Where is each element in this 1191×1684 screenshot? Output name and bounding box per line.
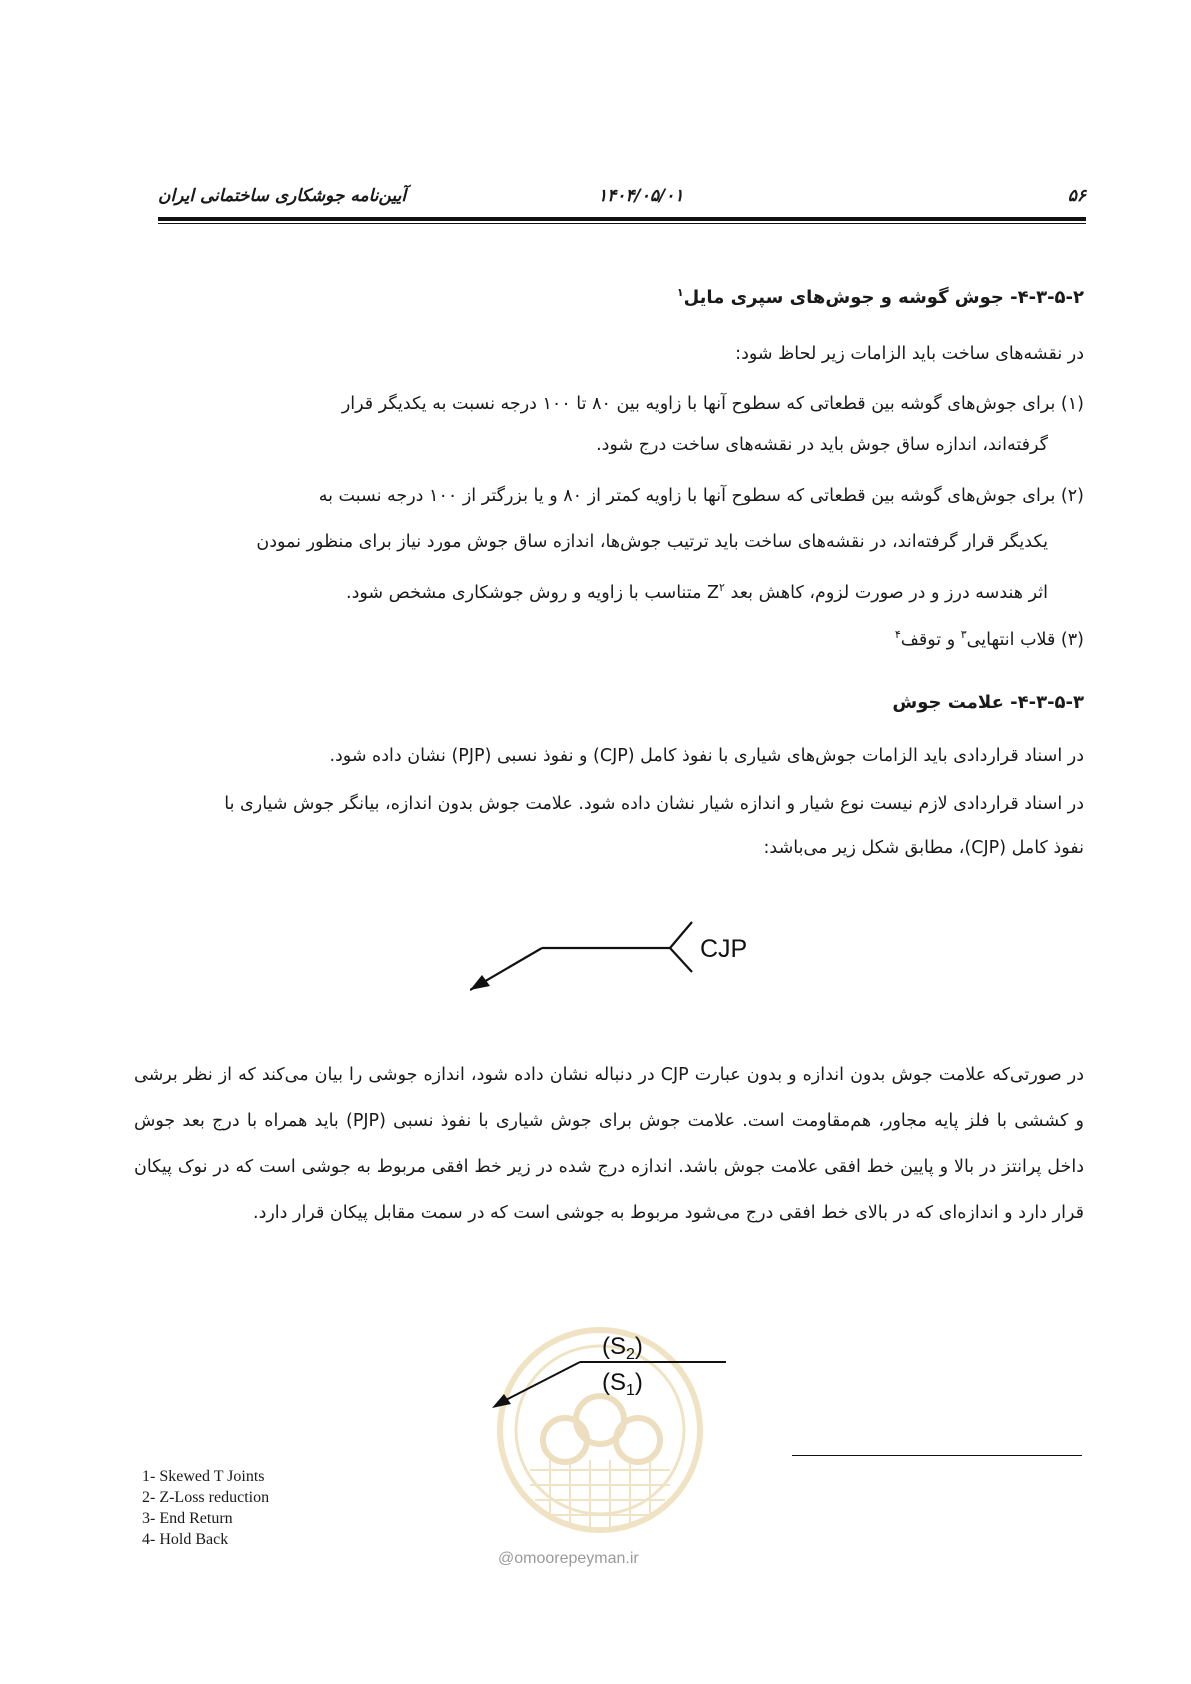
footnotes	[142, 1466, 269, 1550]
list-item-1-cont: گرفته‌اند، اندازه ساق جوش باید در نقشه‌های ساخت درج شود.	[596, 435, 1048, 455]
footnote-1: 1- Skewed T Joints	[142, 1468, 265, 1485]
footnote-ref-2: ۲	[719, 581, 725, 594]
size-s2-label: $(S_2)$	[602, 1333, 643, 1363]
list-item-2: (۲) برای جوش‌های گوشه بین قطعاتی که سطوح آنها با زاویه کمتر از ۸۰ و یا بزرگتر از ۱۰۰ درجه نسبت به	[318, 486, 1084, 506]
list-item-3: (۳) قلاب انتهایی$^۳$ و توقف$^۴$	[894, 628, 1084, 650]
cjp-label: CJP	[700, 935, 748, 963]
paragraph-pjp-symbol: در صورتی‌که علامت جوش بدون اندازه و بدون عبارت CJP در دنباله نشان داده شود، اندازه جوشی را بیان می‌کند که از نظر برشی و کششی با فلز پایه مجاور، هم‌مقاومت است. علامت جوش برای جوش شیاری با نفوذ نسبی (PJP) باید همراه با درج بعد جوش داخل پرانتز در بالا و پایین خط افقی علامت جوش باشد. اندازه درج شده در زیر خط افقی مربوط به جوشی است که در نوک پیکان قرار دارد و اندازه‌ای که در بالای خط افقی درج می‌شود مربوط به جوشی است که در سمت مقابل پیکان قرار دارد.	[134, 1065, 1084, 1223]
paragraph-groove-line2: نفوذ کامل (CJP)، مطابق شکل زیر می‌باشد:	[763, 838, 1084, 858]
section-heading-weld-symbol: ۴-۳-۵-۳- علامت جوش	[892, 692, 1084, 713]
arrow-line	[498, 1362, 580, 1404]
arrow-head	[470, 975, 490, 990]
footnote-separator	[792, 1455, 1082, 1456]
footnote-4: 4- Hold Back	[142, 1531, 229, 1548]
watermark-url: @omoorepeyman.ir	[498, 1550, 639, 1567]
cjp-weld-symbol-figure	[470, 912, 770, 1002]
page-number: ۵۶	[1067, 186, 1086, 206]
footnote-3: 3- End Return	[142, 1510, 233, 1527]
section-heading-fillet-welds: ۴-۳-۵-۲- جوش گوشه و جوش‌های سپری مایل$^۱$	[676, 286, 1084, 308]
footnote-ref-4: ۴	[894, 628, 901, 641]
tail-symbol	[670, 922, 692, 972]
size-s1-label: $(S_1)$	[602, 1369, 643, 1399]
intro-paragraph: در نقشه‌های ساخت باید الزامات زیر لحاظ شود:	[735, 344, 1084, 364]
arrow-head	[492, 1394, 511, 1408]
page-header	[158, 186, 1086, 216]
footnote-2: 2- Z-Loss reduction	[142, 1489, 270, 1506]
header-rule	[158, 217, 1086, 221]
paragraph-cjp-pjp: در اسناد قراردادی باید الزامات جوش‌های شیاری با نفوذ کامل (CJP) و نفوذ نسبی (PJP) نشان داده شود.	[329, 746, 1084, 766]
header-date: ۱۴۰۴/۰۵/۰۱	[598, 186, 684, 206]
paragraph-groove-line1: در اسناد قراردادی لازم نیست نوع شیار و اندازه شیار نشان داده شود. علامت جوش بدون اندازه، بیانگر جوش شیاری با	[224, 794, 1084, 814]
list-item-1: (۱) برای جوش‌های گوشه بین قطعاتی که سطوح آنها با زاویه بین ۸۰ تا ۱۰۰ درجه نسبت به یکدیگر قرار	[341, 394, 1084, 414]
header-rule-thin	[158, 223, 1086, 224]
pjp-weld-symbol-figure	[490, 1318, 730, 1428]
list-item-2-cont: یکدیگر قرار گرفته‌اند، در نقشه‌های ساخت باید ترتیب جوش‌ها، اندازه ساق جوش مورد نیاز برای منظور نمودن	[256, 532, 1048, 552]
header-title: آیین‌نامه جوشکاری ساختمانی ایران	[158, 186, 407, 206]
list-item-2-cont2: اثر هندسه درز و در صورت لزوم، کاهش بعد $Z^۲$ متناسب با زاویه و روش جوشکاری مشخص شود.	[346, 581, 1048, 603]
footnote-ref-1: ۱	[676, 286, 684, 299]
footnote-ref-3: ۳	[960, 628, 967, 641]
